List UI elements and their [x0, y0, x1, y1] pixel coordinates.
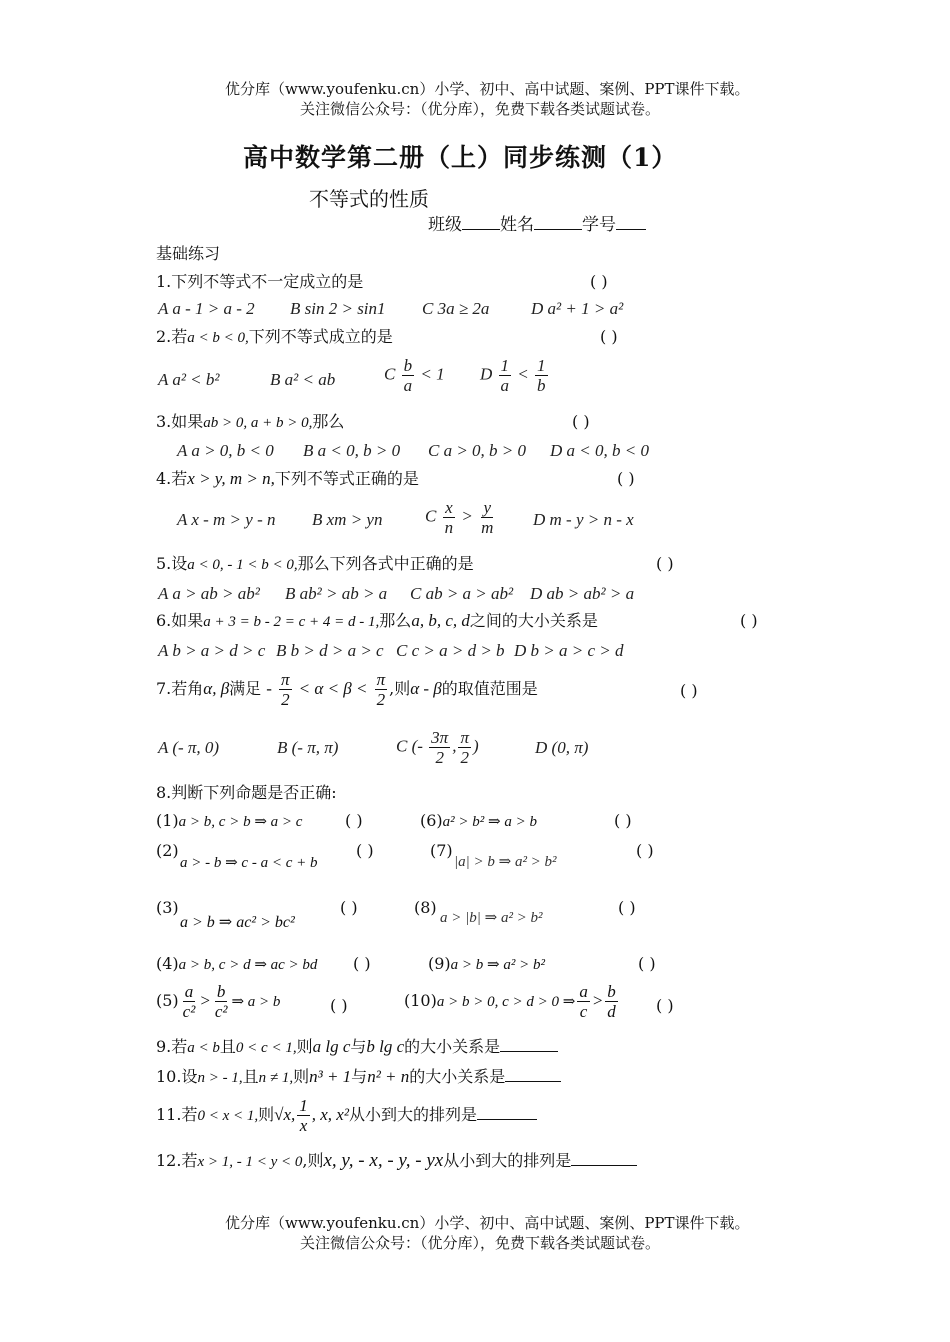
- fraction-denominator: m: [481, 518, 494, 537]
- q11-answer-blank[interactable]: [477, 1119, 537, 1120]
- q10-prefix: 10.设: [156, 1067, 198, 1086]
- q4-stem: [156, 468, 419, 490]
- q6-option-c: C c > a > d > b: [396, 641, 505, 660]
- q7-option-c-close: ): [472, 736, 479, 756]
- q10-with: 与: [351, 1067, 368, 1086]
- q6-condition: a + 3 = b - 2 = c + 4 = d - 1,: [203, 614, 380, 630]
- q1-option-a: A a - 1 > a - 2: [158, 299, 255, 318]
- q8-item-2-number: (2): [156, 841, 179, 860]
- fraction-numerator: π: [376, 670, 386, 689]
- q8-stem: 8.判断下列命题是否正确:: [156, 783, 337, 802]
- q8-item-5-fraction-2: [213, 982, 230, 1021]
- item-number: (9): [428, 954, 451, 973]
- q11-stem: [156, 1096, 537, 1135]
- q2-option-d-label: D: [480, 364, 493, 384]
- q2-option-d-fraction-1: [499, 356, 512, 395]
- q8-item-8-paren[interactable]: ( ): [618, 898, 636, 917]
- q12-condition: x > 1, - 1 < y < 0: [197, 1154, 303, 1170]
- q5-option-c: C ab > a > ab²: [410, 584, 514, 603]
- q7-option-d: D (0, π): [535, 738, 589, 757]
- q8-item-1-paren[interactable]: ( ): [345, 811, 363, 830]
- q6-then: 那么: [379, 611, 412, 630]
- q7-option-c-label: C (-: [396, 736, 423, 756]
- fraction-denominator: n: [444, 518, 454, 537]
- q11-expression-1: √x,: [274, 1105, 296, 1124]
- fraction-denominator: 2: [435, 748, 444, 767]
- q10-condition-1: n > - 1,: [197, 1070, 243, 1086]
- q4-answer-paren[interactable]: ( ): [617, 469, 635, 488]
- q2-condition: a < b < 0,: [187, 330, 249, 346]
- q3-question: 那么: [312, 412, 345, 431]
- q11-prefix: 11.若: [156, 1105, 198, 1124]
- q7-variables: α, β: [203, 679, 230, 698]
- fraction-numerator: y: [483, 498, 491, 517]
- fraction-denominator: a: [500, 376, 510, 395]
- q7-expression: α - β: [410, 679, 442, 698]
- q8-item-6: [420, 810, 537, 833]
- q10-then: 则: [293, 1067, 310, 1086]
- q7-fraction-right: [375, 670, 388, 709]
- item-number: (4): [156, 954, 179, 973]
- q6-prefix: 6.如果: [156, 611, 204, 630]
- q4-option-c-relation: >: [461, 506, 473, 526]
- q3-stem: [156, 411, 344, 434]
- q9-question: 的大小关系是: [404, 1037, 501, 1056]
- fraction-numerator: a: [184, 982, 194, 1001]
- q1-option-d: D a² + 1 > a²: [531, 299, 624, 318]
- q1-option-b: B sin 2 > sin1: [290, 299, 386, 318]
- q7-question: 的取值范围是: [441, 679, 538, 698]
- q8-item-7-paren[interactable]: ( ): [636, 841, 654, 860]
- fraction-numerator: 1: [537, 356, 546, 375]
- q2-answer-paren[interactable]: ( ): [600, 327, 618, 346]
- q8-item-3-paren[interactable]: ( ): [340, 898, 358, 917]
- q7-option-c: [396, 728, 479, 767]
- q9-then: 则: [296, 1037, 313, 1056]
- page-subtitle: 不等式的性质: [309, 187, 429, 211]
- fraction-denominator: c²: [182, 1002, 196, 1021]
- q2-option-c-label: C: [384, 364, 396, 384]
- q2-option-c-fraction: [402, 356, 415, 395]
- q9-expression-2: b lg c: [366, 1037, 405, 1056]
- q4-option-d: D m - y > n - x: [533, 510, 634, 529]
- q2-option-d-relation: <: [517, 364, 529, 384]
- q11-expression-2: , x, x²: [311, 1105, 349, 1124]
- q7-minus: -: [266, 679, 272, 698]
- q4-option-b: B xm > yn: [312, 510, 383, 529]
- q5-question: 那么下列各式中正确的是: [297, 554, 474, 573]
- fraction-numerator: b: [607, 982, 616, 1001]
- header-line-1: 优分库（www.youfenku.cn）小学、初中、高中试题、案例、PPT课件下载。: [225, 80, 750, 98]
- q2-stem: [156, 326, 393, 349]
- q4-option-c: [425, 498, 497, 537]
- q3-option-d: D a < 0, b < 0: [550, 441, 649, 460]
- fraction-denominator: a: [403, 376, 413, 395]
- q8-item-4: [156, 953, 317, 976]
- q4-question: 下列不等式正确的是: [274, 469, 419, 488]
- q3-option-c: C a > 0, b > 0: [428, 441, 527, 460]
- q6-stem: [156, 610, 598, 633]
- class-label: 班级: [428, 215, 462, 235]
- q8-item-1: [156, 810, 302, 833]
- q7-option-c-fraction-1: [429, 728, 450, 767]
- q11-fraction: [297, 1096, 310, 1135]
- q12-expression: x, y, - x, - y, - yx: [323, 1150, 444, 1171]
- q3-prefix: 3.如果: [156, 412, 204, 431]
- q7-fraction-left: [279, 670, 292, 709]
- q8-item-10-paren[interactable]: ( ): [656, 996, 674, 1015]
- fraction-numerator: a: [579, 982, 588, 1001]
- q7-inequality: < α < β <: [298, 679, 368, 698]
- q8-item-3: a > b ⇒ ac² > bc²: [180, 914, 295, 931]
- fraction-numerator: 1: [500, 356, 510, 375]
- q8-item-6-paren[interactable]: ( ): [614, 811, 632, 830]
- q2-option-c: [384, 356, 445, 395]
- q12-question: 从小到大的排列是: [443, 1151, 572, 1170]
- item-number: (10): [404, 991, 437, 1010]
- q2-question: 下列不等式成立的是: [248, 327, 393, 346]
- q4-option-c-label: C: [425, 506, 437, 526]
- fraction-denominator: x: [299, 1116, 308, 1135]
- q7-option-b: B (- π, π): [277, 738, 339, 757]
- q5-answer-paren[interactable]: ( ): [656, 554, 674, 573]
- q3-condition: ab > 0, a + b > 0,: [203, 415, 313, 431]
- q2-option-c-tail: < 1: [420, 364, 445, 384]
- item-statement: a > b, c > d ⇒ ac > bd: [178, 957, 318, 973]
- q6-option-d: D b > a > c > d: [514, 641, 624, 660]
- q1-answer-paren[interactable]: ( ): [590, 272, 608, 291]
- q6-option-a: A b > a > d > c: [158, 641, 266, 660]
- q10-stem: [156, 1066, 561, 1089]
- q8-item-7-number: (7): [430, 841, 453, 860]
- fraction-numerator: x: [445, 498, 453, 517]
- q7-option-a: A (- π, 0): [158, 738, 220, 757]
- q10-expression-1: n³ + 1: [309, 1067, 352, 1086]
- q12-then: ,则: [302, 1151, 324, 1170]
- number-label: 学号: [582, 215, 616, 235]
- q9-condition-1: a < b: [187, 1040, 220, 1056]
- item-relation: >: [199, 991, 211, 1010]
- q8-item-4-paren[interactable]: ( ): [353, 954, 371, 973]
- fraction-numerator: 3π: [431, 728, 449, 747]
- footer-line-2: 关注微信公众号：（优分库），免费下载各类试题试卷。: [300, 1234, 661, 1252]
- q8-item-9-paren[interactable]: ( ): [638, 954, 656, 973]
- q11-then: 则: [258, 1105, 275, 1124]
- q3-option-a: A a > 0, b < 0: [177, 441, 274, 460]
- q3-answer-paren[interactable]: ( ): [572, 412, 590, 431]
- item-statement: a > b, c > b ⇒ a > c: [178, 814, 303, 830]
- q8-item-3-number: (3): [156, 898, 179, 917]
- q2-option-d: [480, 356, 550, 395]
- fraction-denominator: c²: [214, 1002, 228, 1021]
- fraction-denominator: 2: [376, 690, 386, 709]
- item-number: (6): [420, 811, 443, 830]
- q7-then: ,则: [389, 679, 411, 698]
- name-label: 姓名: [500, 215, 534, 235]
- q10-condition-2: n ≠ 1,: [258, 1070, 294, 1086]
- item-number: (5): [156, 991, 179, 1010]
- q2-prefix: 2.若: [156, 327, 188, 346]
- q7-prefix: 7.若角: [156, 679, 204, 698]
- name-blank[interactable]: [534, 229, 582, 230]
- q8-item-8: a > |b| ⇒ a² > b²: [440, 910, 543, 926]
- q7-answer-paren[interactable]: ( ): [680, 681, 698, 700]
- q5-option-a: A a > ab > ab²: [158, 584, 260, 603]
- item-number: (1): [156, 811, 179, 830]
- q10-question: 的大小关系是: [409, 1067, 506, 1086]
- q9-expression-1: a lg c: [312, 1037, 351, 1056]
- q7-satisfy: 满足: [229, 679, 262, 698]
- q9-answer-blank[interactable]: [500, 1051, 558, 1052]
- q2-option-d-fraction-2: [535, 356, 548, 395]
- q6-question: 之间的大小关系是: [469, 611, 598, 630]
- q8-item-5-paren[interactable]: ( ): [330, 996, 348, 1015]
- q8-item-10-fraction-1: [577, 982, 590, 1021]
- q4-prefix: 4.若: [156, 469, 188, 488]
- footer-line-1: 优分库（www.youfenku.cn）小学、初中、高中试题、案例、PPT课件下载。: [225, 1214, 750, 1232]
- q10-and: 且: [242, 1067, 259, 1086]
- q10-expression-2: n² + n: [367, 1067, 410, 1086]
- q9-and: 且: [219, 1037, 236, 1056]
- q8-item-8-number: (8): [414, 898, 437, 917]
- fraction-denominator: 2: [460, 748, 469, 767]
- q8-item-9: [428, 953, 545, 976]
- fraction-numerator: b: [216, 982, 226, 1001]
- fraction-numerator: b: [403, 356, 413, 375]
- q6-option-b: B b > d > a > c: [276, 641, 384, 660]
- q8-item-5: [156, 982, 280, 1021]
- item-relation: >: [591, 991, 604, 1010]
- q8-item-10: [404, 982, 620, 1021]
- section-heading: 基础练习: [156, 244, 221, 263]
- q2-option-a: A a² < b²: [158, 370, 220, 389]
- page-title: 高中数学第二册（上）同步练测（1）: [243, 143, 678, 172]
- q4-option-c-fraction-1: [443, 498, 456, 537]
- q10-answer-blank[interactable]: [505, 1081, 561, 1082]
- q11-question: 从小到大的排列是: [348, 1105, 477, 1124]
- q8-item-5-fraction-1: [181, 982, 198, 1021]
- q5-option-b: B ab² > ab > a: [285, 584, 388, 603]
- q5-prefix: 5.设: [156, 554, 188, 573]
- q8-item-7: |a| > b ⇒ a² > b²: [454, 854, 557, 870]
- q11-condition: 0 < x < 1,: [197, 1108, 259, 1124]
- fraction-numerator: 1: [299, 1096, 308, 1115]
- q4-option-c-fraction-2: [479, 498, 495, 537]
- q12-prefix: 12.若: [156, 1151, 198, 1170]
- q2-option-b: B a² < ab: [270, 370, 336, 389]
- q7-option-c-separator: ,: [452, 736, 457, 756]
- item-statement: a² > b² ⇒ a > b: [442, 814, 537, 830]
- fraction-denominator: d: [607, 1002, 616, 1021]
- fraction-numerator: π: [281, 670, 290, 689]
- q7-stem: [156, 670, 538, 709]
- q9-condition-2: 0 < c < 1,: [235, 1040, 297, 1056]
- q1-option-c: C 3a ≥ 2a: [422, 299, 490, 318]
- q4-condition: x > y, m > n,: [187, 469, 275, 488]
- q12-stem: [156, 1150, 637, 1173]
- item-tail: ⇒ a > b: [231, 994, 281, 1010]
- q5-stem: [156, 553, 474, 576]
- header-line-2: 关注微信公众号：（优分库），免费下载各类试题试卷。: [300, 100, 661, 118]
- item-statement: a > b > 0, c > d > 0 ⇒: [436, 994, 576, 1010]
- q4-option-a: A x - m > y - n: [177, 510, 276, 529]
- q3-option-b: B a < 0, b > 0: [303, 441, 401, 460]
- q9-prefix: 9.若: [156, 1037, 188, 1056]
- fraction-denominator: 2: [281, 690, 290, 709]
- fraction-denominator: b: [537, 376, 546, 395]
- class-blank[interactable]: [462, 229, 500, 230]
- fraction-denominator: c: [579, 1002, 588, 1021]
- q9-stem: [156, 1036, 558, 1059]
- number-blank[interactable]: [616, 229, 646, 230]
- q8-item-10-fraction-2: [605, 982, 618, 1021]
- student-info: [428, 214, 646, 236]
- q6-variables: a, b, c, d: [411, 611, 470, 630]
- q7-option-c-fraction-2: [458, 728, 471, 767]
- q8-item-2: a > - b ⇒ c - a < c + b: [180, 855, 318, 871]
- item-statement: a > b ⇒ a² > b²: [450, 957, 545, 973]
- fraction-numerator: π: [460, 728, 469, 747]
- q5-option-d: D ab > ab² > a: [530, 584, 635, 603]
- q6-answer-paren[interactable]: ( ): [740, 611, 758, 630]
- q1-stem: 1.下列不等式不一定成立的是: [156, 272, 364, 291]
- q12-answer-blank[interactable]: [571, 1165, 637, 1166]
- q8-item-2-paren[interactable]: ( ): [356, 841, 374, 860]
- q5-condition: a < 0, - 1 < b < 0,: [187, 557, 298, 573]
- q9-with: 与: [350, 1037, 367, 1056]
